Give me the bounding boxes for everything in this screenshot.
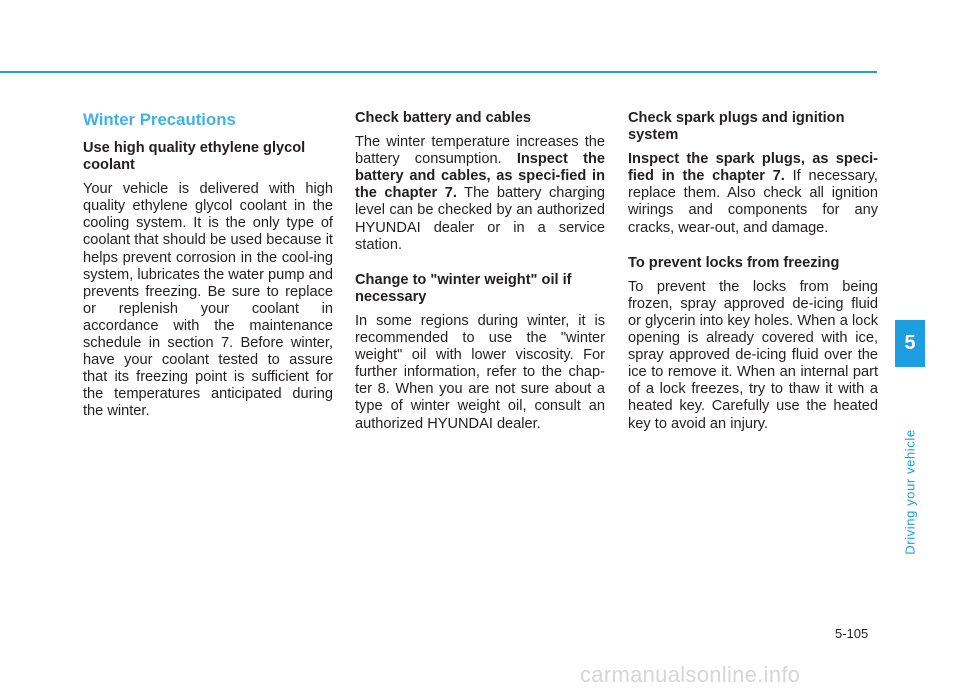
battery-text-emphasis: Inspect the battery and cables, as speci-fied in the chapter 7. — [355, 151, 605, 202]
battery-paragraph — [355, 134, 605, 254]
column-battery-oil — [355, 110, 605, 433]
coolant-heading: Use high quality ethylene glycol coolant — [83, 140, 306, 174]
column-spark-locks — [628, 110, 878, 433]
column-winter-precautions — [83, 110, 333, 421]
battery-text-rest: The battery charging level can be checked by an authorized HYUNDAI dealer or in a service station. — [355, 185, 605, 253]
oil-heading: Change to "winter weight" oil if necessary — [355, 271, 572, 305]
battery-heading: Check battery and cables — [355, 110, 532, 126]
locks-heading: To prevent locks from freezing — [628, 254, 840, 271]
battery-text-intro: The winter temperature increases the battery consumption. — [355, 134, 605, 168]
spark-plugs-paragraph — [628, 151, 878, 236]
header-rule — [0, 71, 877, 73]
spark-plugs-text-rest: If necessary, replace them. Also check all ignition wirings and components for any cracks, wear-out, and damage. — [628, 168, 878, 236]
locks-paragraph: To prevent the locks from being frozen, spray approved de-icing fluid or glycerin into key holes. When a lock opening is already covered with ice, spray approved de-icing fluid over the ice to remove it. When an internal part of a lock freezes, try to thaw it with a heated key. Carefully use the heated key to avoid an injury. — [628, 278, 878, 432]
watermark: carmanualsonline.info — [580, 662, 801, 687]
section-title: Winter Precautions — [83, 110, 236, 129]
spark-plugs-text-emphasis: Inspect the spark plugs, as speci-fied in the chapter 7. — [628, 151, 878, 185]
page-number: 5-105 — [835, 626, 869, 641]
chapter-number-tab: 5 — [895, 320, 925, 367]
chapter-label: Driving your vehicle — [902, 429, 918, 555]
coolant-paragraph: Your vehicle is delivered with high quality ethylene glycol coolant in the cooling system. It is the only type of coolant that should be used because it helps prevent corrosion in the cool-ing system, lubricates the water pump and prevents freezing. Be sure to replace or replenish your coolant in accordance with the maintenance schedule in section 7. Before winter, have your coolant tested to assure that its freezing point is sufficient for the temperatures anticipated during the winter. — [83, 181, 333, 420]
spark-plugs-heading: Check spark plugs and ignition system — [628, 110, 845, 144]
oil-paragraph: In some regions during winter, it is recommended to use the "winter weight" oil with lower viscosity. For further information, refer to the chap-ter 8. When you are not sure about a type of winter weight oil, consult an authorized HYUNDAI dealer. — [355, 312, 605, 432]
